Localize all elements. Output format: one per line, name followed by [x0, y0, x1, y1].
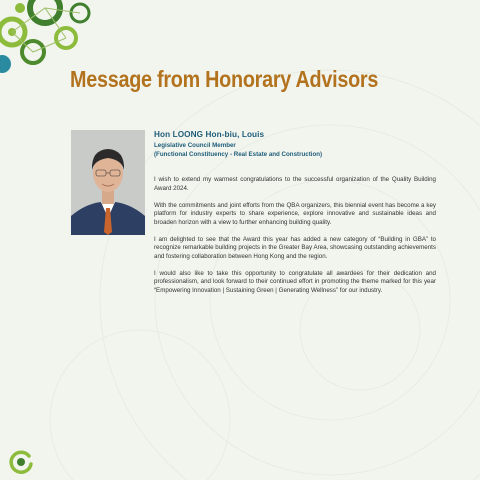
paragraph-4: I would also like to take this opportunity to congratulate all awardees for their dedication and professionalism, and look forward to their continued effort in promoting the theme marked for this year “Empowering Innovation | Sustaining Green | Generating Wellness” for our industry. [154, 269, 436, 294]
portrait-photo [71, 130, 145, 235]
paragraph-1: I wish to extend my warmest congratulations to the successful organization of the Quality Building Award 2024. [154, 176, 436, 192]
page-title: Message from Honorary Advisors [70, 66, 379, 92]
role-line-2: (Functional Constituency - Real Estate and Construction) [154, 151, 323, 158]
paragraph-3: I am delighted to see that the Award this year has added a new category of “Building in GBA” to recognize remarkable building projects in the Greater Bay Area, showcasing outstanding achievements and fostering collaboration between Hong Kong and the region. [154, 235, 436, 260]
paragraph-2: With the commitments and joint efforts from the QBA organizers, this biennial event has become a key platform for industry experts to share experience, explore innovative and sustainable ideas and broaden horizon with a view to further enhancing building quality. [154, 201, 436, 226]
message-body [154, 176, 436, 304]
person-role [154, 141, 322, 159]
person-name: Hon LOONG Hon-biu, Louis [154, 130, 265, 139]
brand-logo-icon [9, 450, 33, 474]
role-line-1: Legislative Council Member [154, 142, 236, 149]
